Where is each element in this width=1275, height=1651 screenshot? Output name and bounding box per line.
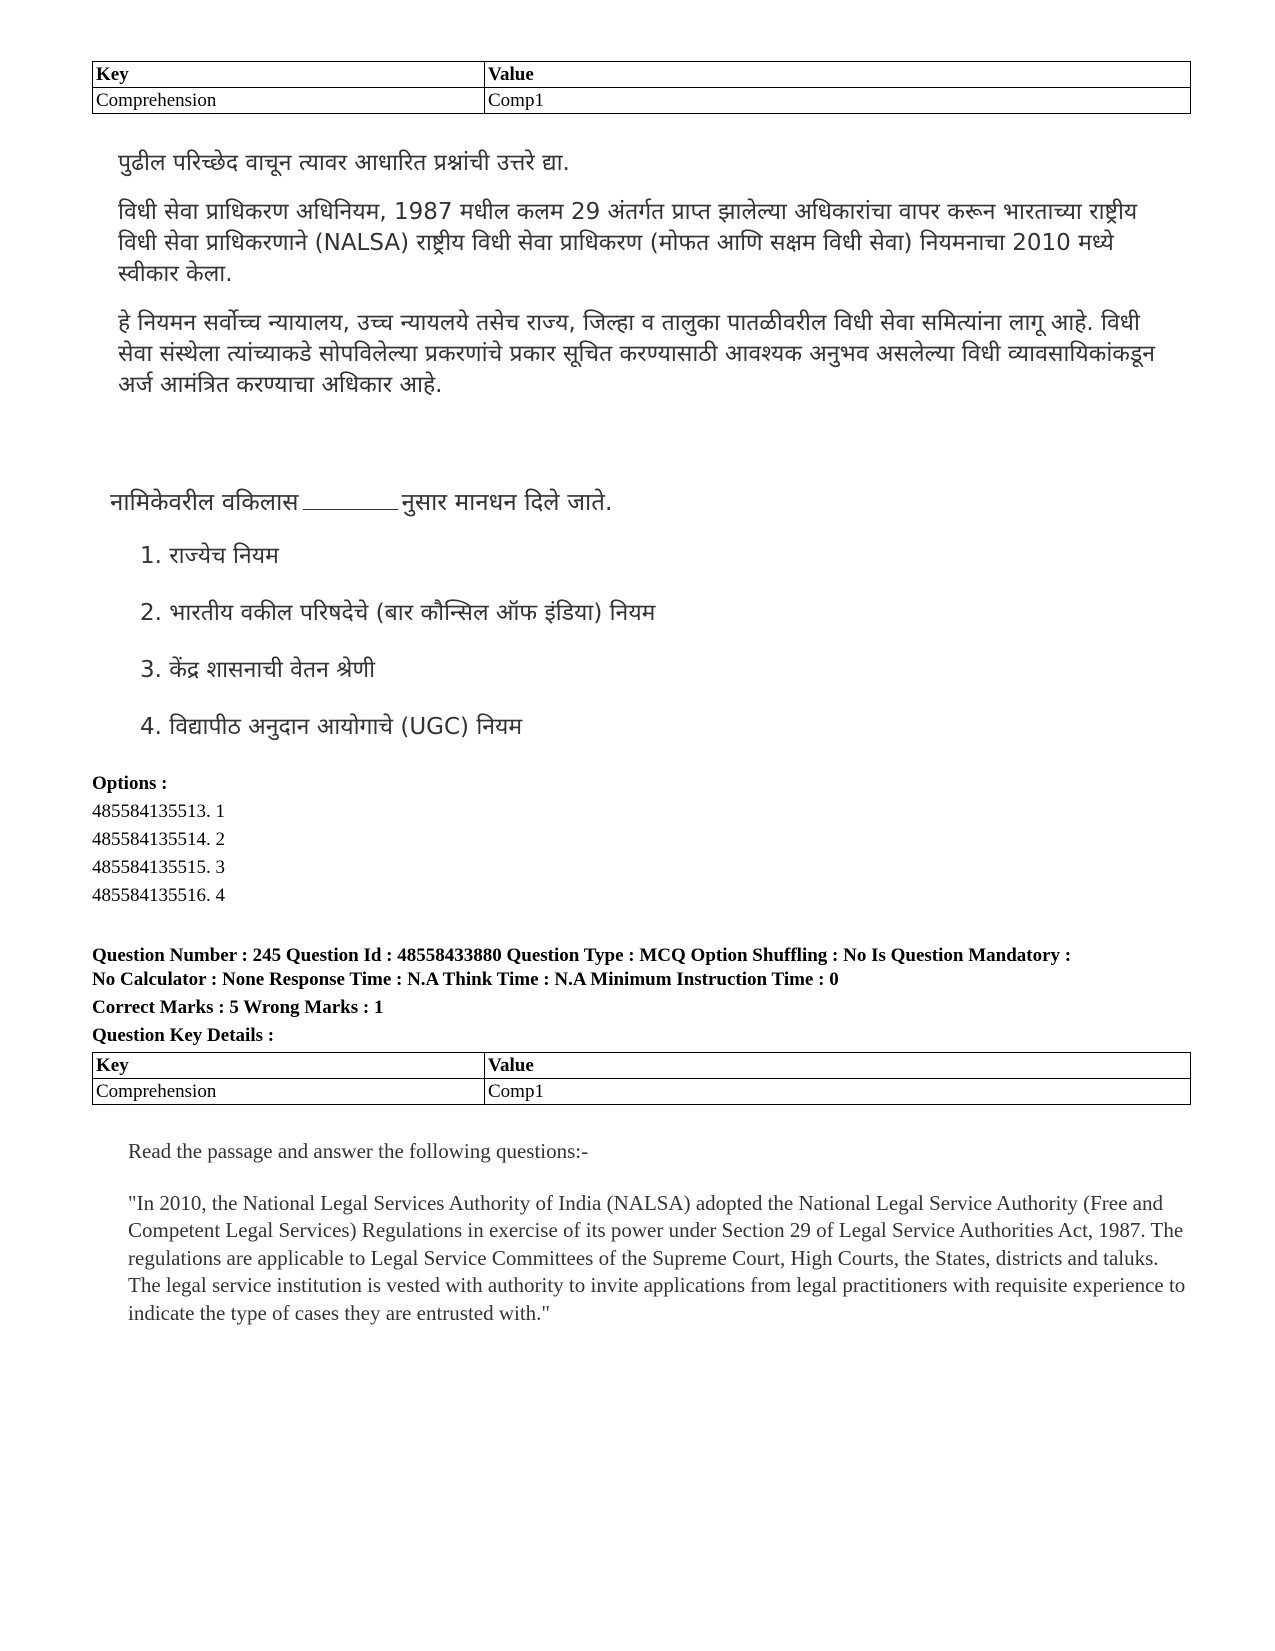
table-header-value: Value <box>485 1053 1191 1079</box>
question-meta-line-2: No Calculator : None Response Time : N.A Think Time : N.A Minimum Instruction Time : 0 <box>92 969 839 990</box>
table-header-key: Key <box>93 62 485 88</box>
passage-paragraph-2: हे नियमन सर्वोच्च न्यायालय, उच्च न्यायलये तसेच राज्य, जिल्हा व तालुका पातळीवरील विधी सेवा समित्यांना लागू आहे. विधी सेवा संस्थेला त्यांच्याकडे सोपविलेल्या प्रकरणांचे प्रकार सूचित करण्यासाठी आवश्यक अनुभव असलेल्या विधी व्यावसायिकांकडून अर्ज आमंत्रित करण्याचा अधिकार आहे. <box>118 310 1156 398</box>
table-row <box>93 1079 1191 1105</box>
question-text-after-blank: नुसार मानधन दिले जाते. <box>401 488 613 516</box>
english-passage <box>128 1138 1188 1327</box>
table-row <box>93 88 1191 114</box>
choice-4: 4. विद्यापीठ अनुदान आयोगाचे (UGC) नियम <box>140 714 523 740</box>
fill-in-blank <box>303 489 398 510</box>
choice-3: 3. केंद्र शासनाची वेतन श्रेणी <box>140 657 376 683</box>
english-passage-body: "In 2010, the National Legal Services Authority of India (NALSA) adopted the National Legal Service Authority (Free and Competent Legal Services) Regulations in exercise of its power under Section 29 of Legal Service Authorities Act, 1987. The regulations are applicable to Legal Service Committees of the Supreme Court, High Courts, the States, districts and taluks. The legal service institution is vested with authority to invite applications from legal practitioners with requisite experience to indicate the type of cases they are entrusted with." <box>128 1190 1186 1325</box>
option-item-1: 485584135513. 1 <box>92 801 225 822</box>
choice-1: 1. राज्येच नियम <box>140 543 279 569</box>
question-meta-line-1: Question Number : 245 Question Id : 48558433880 Question Type : MCQ Option Shuffling : No Is Question Mandatory : <box>92 945 1072 966</box>
table-header-row <box>93 62 1191 88</box>
key-value-table-2 <box>92 1052 1191 1105</box>
question-key-details-heading: Question Key Details : <box>92 1025 275 1046</box>
table-cell-value: Comp1 <box>485 88 1191 114</box>
table-header-value: Value <box>485 62 1191 88</box>
option-item-4: 485584135516. 4 <box>92 885 225 906</box>
passage-instruction: पुढील परिच्छेद वाचून त्यावर आधारित प्रश्नांची उत्तरे द्या. <box>118 150 570 176</box>
table-cell-key: Comprehension <box>93 1079 485 1105</box>
table-header-row <box>93 1053 1191 1079</box>
choice-2: 2. भारतीय वकील परिषदेचे (बार कौन्सिल ऑफ इंडिया) नियम <box>140 600 656 626</box>
table-header-key: Key <box>93 1053 485 1079</box>
question-text <box>110 485 613 518</box>
question-text-before-blank: नामिकेवरील वकिलास <box>110 488 299 516</box>
table-cell-value: Comp1 <box>485 1079 1191 1105</box>
english-passage-instruction: Read the passage and answer the following questions:- <box>128 1139 589 1163</box>
question-marks: Correct Marks : 5 Wrong Marks : 1 <box>92 997 384 1018</box>
option-item-3: 485584135515. 3 <box>92 857 225 878</box>
key-value-table-1 <box>92 61 1191 114</box>
options-heading: Options : <box>92 773 168 794</box>
marathi-passage <box>118 148 1158 401</box>
table-cell-key: Comprehension <box>93 88 485 114</box>
passage-paragraph-1: विधी सेवा प्राधिकरण अधिनियम, 1987 मधील कलम 29 अंतर्गत प्राप्त झालेल्या अधिकारांचा वापर करून भारताच्या राष्ट्रीय विधी सेवा प्राधिकरणाने (NALSA) राष्ट्रीय विधी सेवा प्राधिकरण (मोफत आणि सक्षम विधी सेवा) नियमनाचा 2010 मध्ये स्वीकार केला. <box>118 199 1138 287</box>
option-item-2: 485584135514. 2 <box>92 829 225 850</box>
